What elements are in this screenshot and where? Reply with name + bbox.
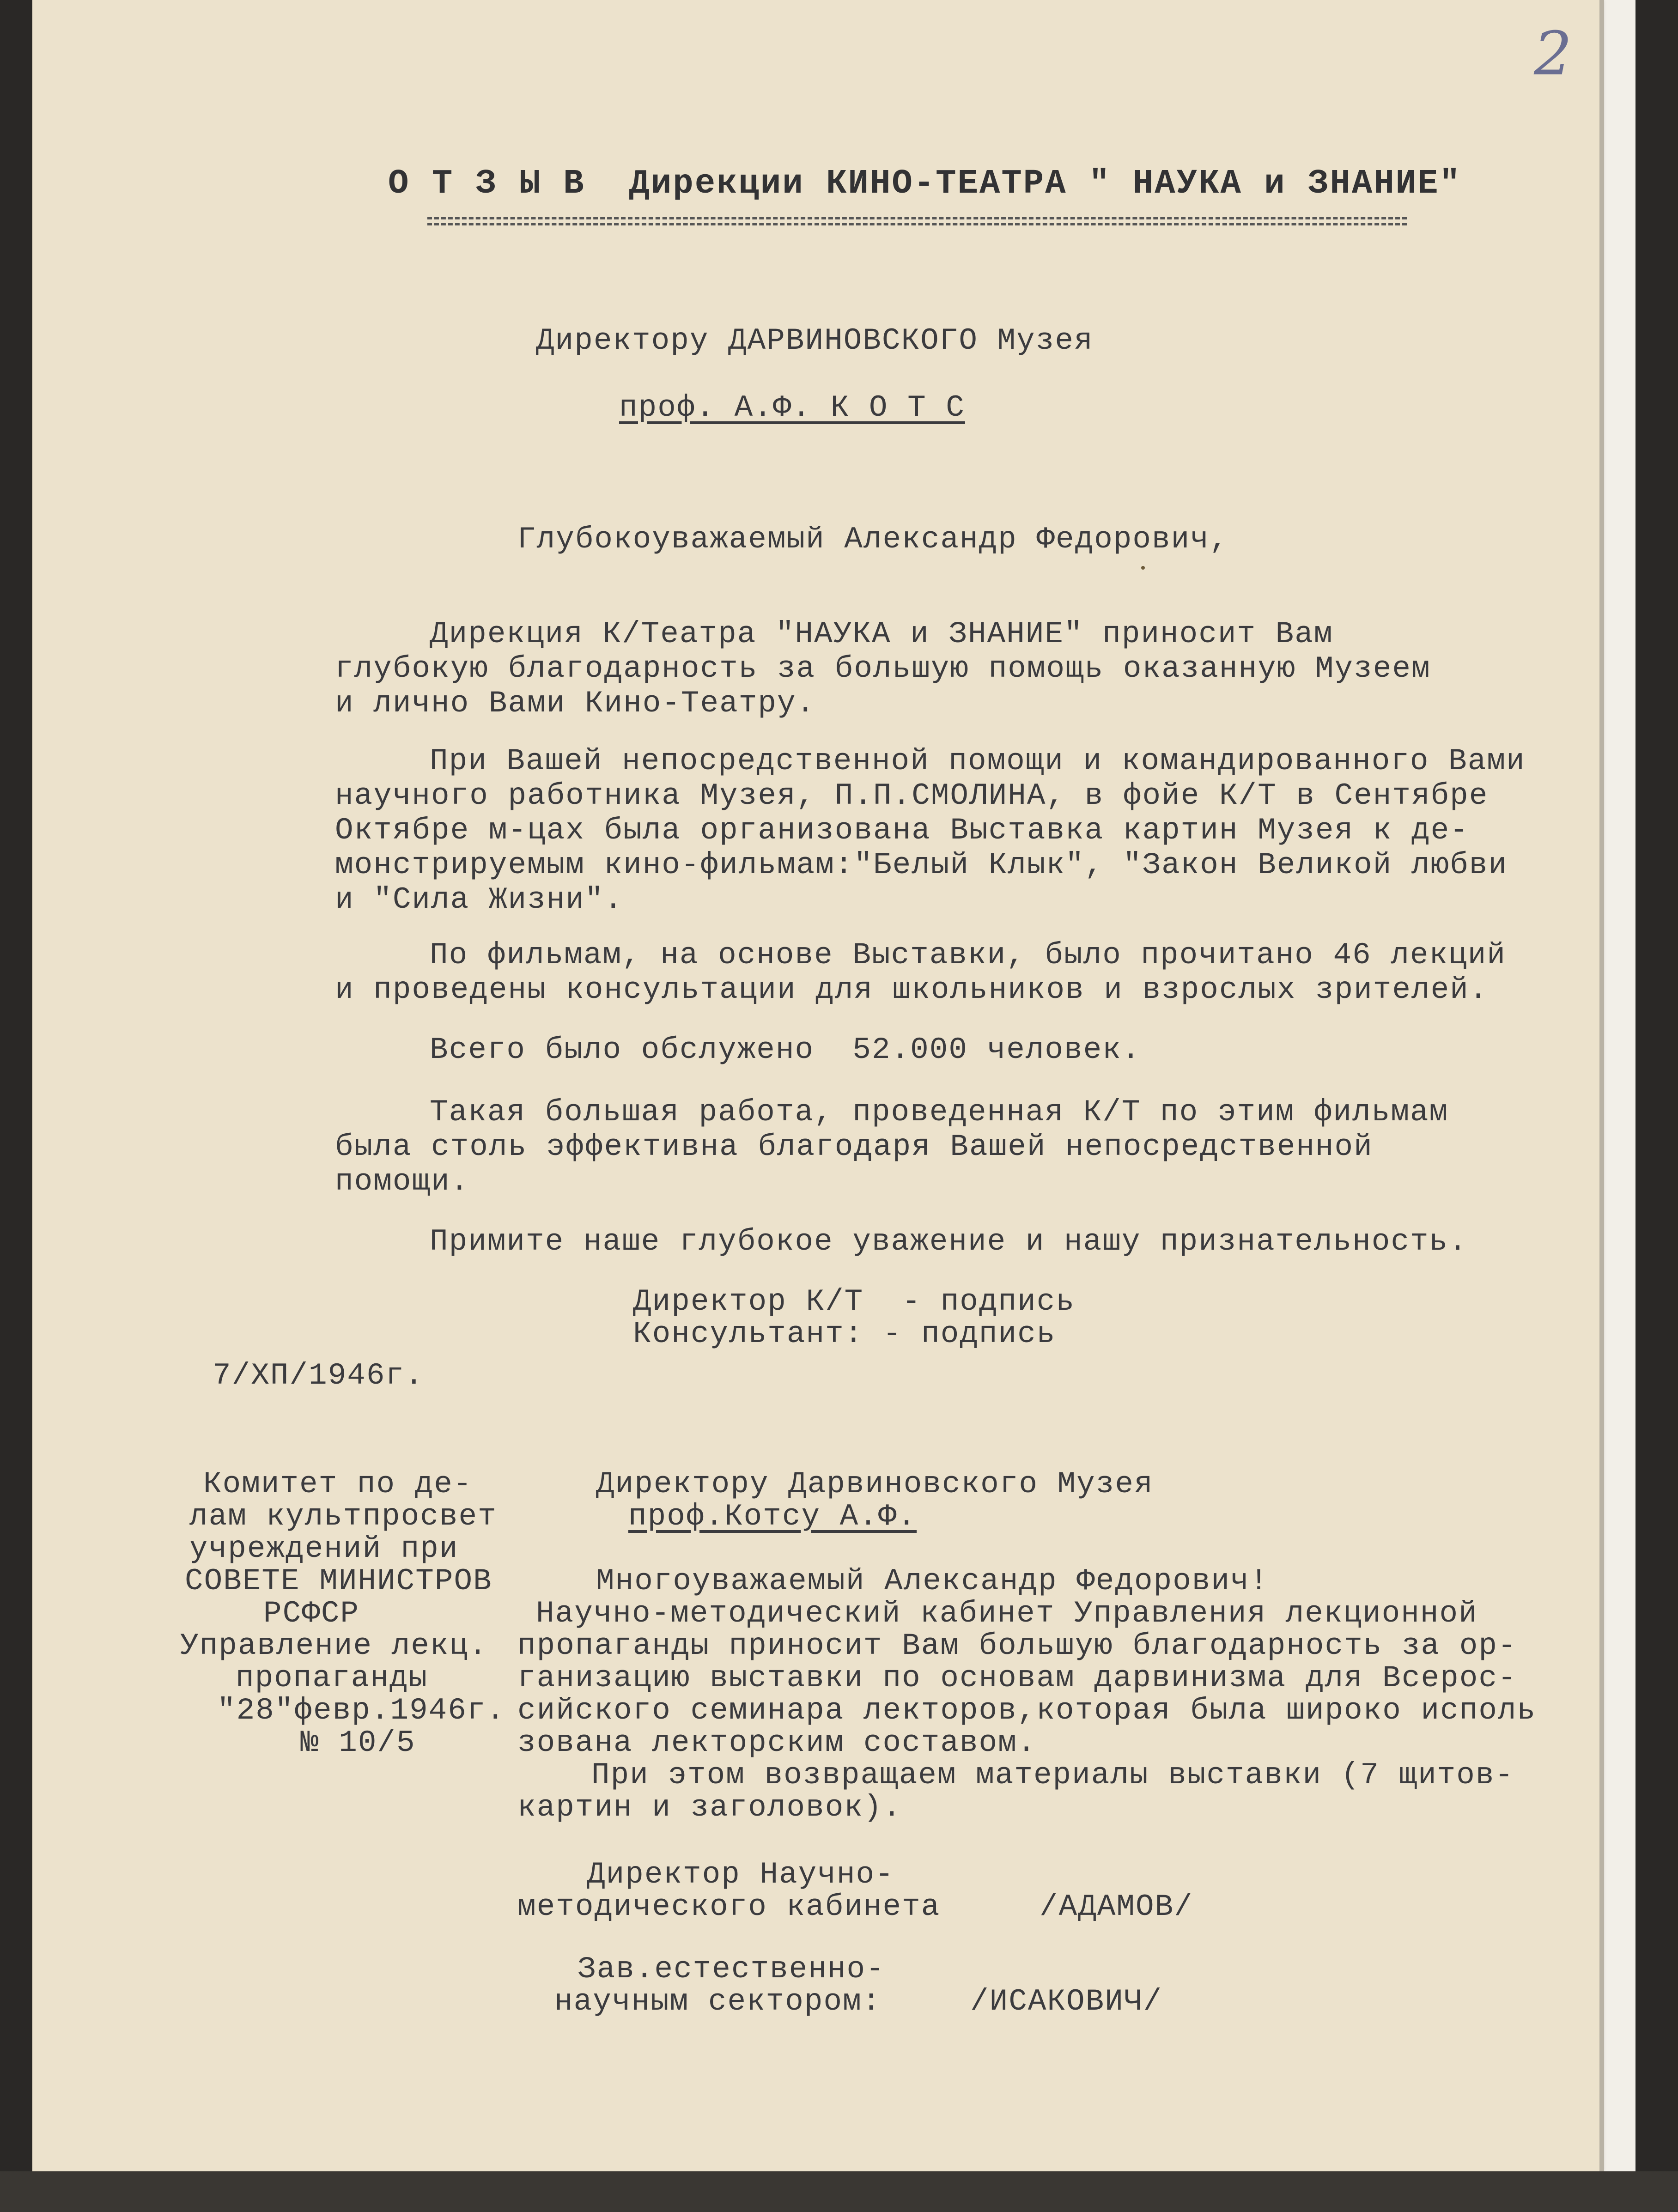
page — [32, 0, 1599, 2171]
sig1-name: /АДАМОВ/ — [1040, 1890, 1193, 1924]
paragraph-6-line-1: Примите наше глубокое уважение и нашу признательность. — [430, 1224, 1468, 1259]
document-heading: О Т З Ы В Дирекции КИНО-ТЕАТРА " НАУКА и ЗНАНИЕ" — [388, 164, 1461, 203]
sender-line-5: РСФСР — [263, 1596, 360, 1631]
paragraph-2-line-1: При Вашей непосредственной помощи и командированного Вами — [430, 744, 1526, 778]
paragraph-3-line-1: По фильмам, на основе Выставки, было прочитано 46 лекций — [430, 938, 1506, 972]
paragraph-5-line-2: была столь эффективна благодаря Вашей непосредственной — [335, 1130, 1373, 1164]
salutation: Глубокоуважаемый Александр Федорович, — [517, 522, 1229, 557]
page-number: 2 — [1534, 18, 1572, 89]
paragraph-1-line-3: и лично Вами Кино-Театру. — [335, 686, 816, 721]
heading-double-rule — [427, 217, 1407, 225]
paragraph-1-line-2: глубокую благодарность за большую помощь оказанную Музеем — [335, 651, 1431, 686]
sender-line-2: лам культпросвет — [189, 1499, 497, 1534]
paragraph-3-line-2: и проведены консультации для школьников и взрослых зрителей. — [335, 972, 1489, 1007]
paragraph-5-line-3: помощи. — [335, 1164, 470, 1199]
second-body2-line-2: картин и заголовок). — [517, 1790, 902, 1825]
second-body-line-4: сийского семинара лекторов,которая была широко исполь — [517, 1693, 1537, 1728]
second-body-line-2: пропаганды приносит Вам большую благодарность за ор- — [517, 1629, 1517, 1663]
paragraph-2-line-4: монстрируемым кино-фильмам:"Белый Клык", "Закон Великой любви — [335, 848, 1508, 882]
sender-line-4: СОВЕТЕ МИНИСТРОВ — [185, 1564, 492, 1598]
second-body-line-5: зована лекторским составом. — [517, 1726, 1037, 1760]
sig2-line-1: Зав.естественно- — [578, 1952, 885, 1987]
letter-date: 7/ХП/1946г. — [213, 1358, 424, 1393]
second-body-line-1: Научно-методический кабинет Управления лекционной — [536, 1596, 1478, 1631]
second-addressee-line-2: проф.Котсу А.Ф. — [628, 1499, 917, 1534]
paragraph-2-line-3: Октябре м-цах была организована Выставка картин Музея к де- — [335, 813, 1469, 848]
scanner-background — [0, 2171, 1678, 2212]
signature-consultant: Консультант: - подпись — [633, 1317, 1056, 1351]
second-body-line-3: ганизацию выставки по основам дарвинизма для Всерос- — [517, 1661, 1517, 1695]
paragraph-2-line-5: и "Сила Жизни". — [335, 882, 624, 917]
sig1-line-2: методического кабинета — [517, 1890, 941, 1924]
addressee-line-2: проф. А.Ф. К О Т С — [619, 390, 965, 425]
sig2-line-2: научным сектором: — [554, 1984, 882, 2019]
second-addressee-line-1: Директору Дарвиновского Музея — [596, 1467, 1154, 1501]
second-body2-line-1: При этом возвращаем материалы выставки (7 щитов- — [591, 1758, 1514, 1793]
addressee-line-1: Директору ДАРВИНОВСКОГО Музея — [536, 323, 1094, 358]
paragraph-2-line-2: научного работника Музея, П.П.СМОЛИНА, в фойе К/Т в Сентябре — [335, 778, 1489, 813]
page-edge — [1599, 0, 1604, 2171]
paragraph-5-line-1: Такая большая работа, проведенная К/Т по этим фильмам — [430, 1095, 1449, 1130]
paragraph-4-line-1: Всего было обслужено 52.000 человек. — [430, 1033, 1141, 1067]
sender-line-6: Управление лекц. — [180, 1629, 488, 1663]
sig1-line-1: Директор Научно- — [587, 1857, 894, 1892]
sender-line-3: учреждений при — [189, 1531, 459, 1566]
second-salutation: Многоуважаемый Александр Федорович! — [596, 1564, 1269, 1598]
paragraph-1-line-1: Дирекция К/Театра "НАУКА и ЗНАНИЕ" приносит Вам — [430, 617, 1333, 651]
signature-director: Директор К/Т - подпись — [633, 1284, 1075, 1319]
sender-line-7: пропаганды — [236, 1661, 428, 1695]
sender-line-1: Комитет по де- — [203, 1467, 473, 1501]
sig2-name: /ИСАКОВИЧ/ — [970, 1984, 1163, 2019]
sender-line-9: № 10/5 — [300, 1726, 416, 1760]
ink-spot — [1141, 566, 1145, 570]
sender-line-8: "28"февр.1946г. — [217, 1693, 506, 1728]
